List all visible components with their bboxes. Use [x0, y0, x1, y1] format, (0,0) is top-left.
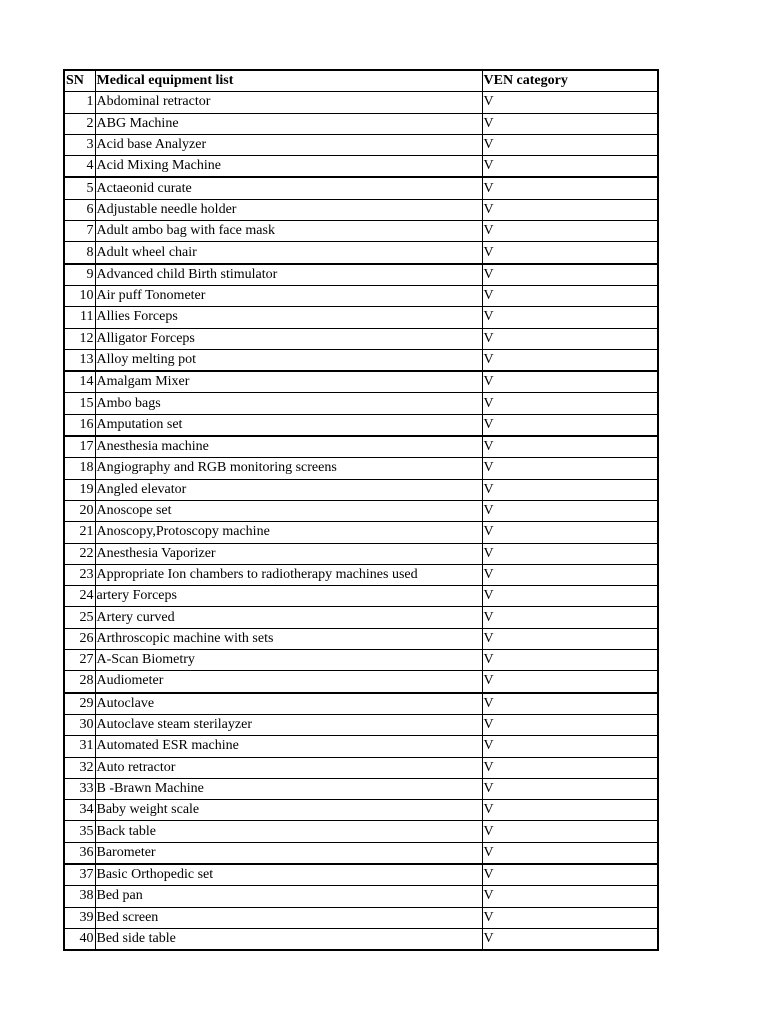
row-sn: 5	[64, 177, 95, 199]
row-equipment-name: Actaeonid curate	[95, 177, 482, 199]
row-sn: 40	[64, 928, 95, 950]
table-header-row	[64, 70, 658, 92]
row-equipment-name: Back table	[95, 821, 482, 842]
table-row	[64, 436, 658, 458]
row-ven-category: V	[482, 199, 658, 220]
row-sn: 12	[64, 328, 95, 349]
table-row	[64, 414, 658, 436]
row-equipment-name: Baby weight scale	[95, 800, 482, 821]
row-equipment-name: Autoclave	[95, 693, 482, 715]
row-sn: 4	[64, 156, 95, 178]
table-row	[64, 458, 658, 479]
row-ven-category: V	[482, 778, 658, 799]
row-ven-category: V	[482, 156, 658, 178]
row-equipment-name: B -Brawn Machine	[95, 778, 482, 799]
table-row	[64, 92, 658, 113]
row-sn: 35	[64, 821, 95, 842]
row-equipment-name: Advanced child Birth stimulator	[95, 264, 482, 286]
row-equipment-name: Bed pan	[95, 886, 482, 907]
row-sn: 27	[64, 650, 95, 671]
row-equipment-name: Automated ESR machine	[95, 736, 482, 757]
row-equipment-name: Ambo bags	[95, 393, 482, 414]
row-sn: 22	[64, 543, 95, 564]
row-ven-category: V	[482, 264, 658, 286]
row-sn: 39	[64, 907, 95, 928]
table-row	[64, 522, 658, 543]
table-row	[64, 564, 658, 585]
row-equipment-name: Allies Forceps	[95, 307, 482, 328]
table-row	[64, 714, 658, 735]
table-row	[64, 177, 658, 199]
row-sn: 14	[64, 371, 95, 393]
row-sn: 8	[64, 242, 95, 264]
row-ven-category: V	[482, 564, 658, 585]
table-row	[64, 671, 658, 693]
row-equipment-name: ABG Machine	[95, 113, 482, 134]
row-ven-category: V	[482, 177, 658, 199]
row-equipment-name: Adjustable needle holder	[95, 199, 482, 220]
table-row	[64, 328, 658, 349]
row-ven-category: V	[482, 522, 658, 543]
row-sn: 28	[64, 671, 95, 693]
table-row	[64, 736, 658, 757]
row-sn: 34	[64, 800, 95, 821]
table-body	[64, 92, 658, 950]
row-equipment-name: Angled elevator	[95, 479, 482, 500]
table-row	[64, 307, 658, 328]
row-sn: 6	[64, 199, 95, 220]
row-ven-category: V	[482, 479, 658, 500]
table-row	[64, 134, 658, 155]
row-equipment-name: Anesthesia machine	[95, 436, 482, 458]
row-ven-category: V	[482, 800, 658, 821]
row-sn: 17	[64, 436, 95, 458]
row-ven-category: V	[482, 349, 658, 371]
row-ven-category: V	[482, 928, 658, 950]
row-ven-category: V	[482, 842, 658, 864]
row-ven-category: V	[482, 221, 658, 242]
row-sn: 25	[64, 607, 95, 628]
row-sn: 20	[64, 500, 95, 521]
row-equipment-name: Adult ambo bag with face mask	[95, 221, 482, 242]
table-row	[64, 285, 658, 306]
row-sn: 15	[64, 393, 95, 414]
table-row	[64, 928, 658, 950]
row-ven-category: V	[482, 650, 658, 671]
row-ven-category: V	[482, 134, 658, 155]
row-equipment-name: Audiometer	[95, 671, 482, 693]
row-equipment-name: Adult wheel chair	[95, 242, 482, 264]
row-sn: 11	[64, 307, 95, 328]
table-row	[64, 393, 658, 414]
row-ven-category: V	[482, 714, 658, 735]
row-ven-category: V	[482, 907, 658, 928]
row-sn: 29	[64, 693, 95, 715]
row-ven-category: V	[482, 628, 658, 649]
header-equipment: Medical equipment list	[95, 70, 482, 92]
row-equipment-name: Bed side table	[95, 928, 482, 950]
row-equipment-name: Acid Mixing Machine	[95, 156, 482, 178]
table-row	[64, 242, 658, 264]
row-ven-category: V	[482, 414, 658, 436]
table-row	[64, 842, 658, 864]
row-equipment-name: Anesthesia Vaporizer	[95, 543, 482, 564]
row-equipment-name: Artery curved	[95, 607, 482, 628]
table-row	[64, 479, 658, 500]
row-ven-category: V	[482, 543, 658, 564]
row-equipment-name: Barometer	[95, 842, 482, 864]
row-ven-category: V	[482, 864, 658, 886]
table-row	[64, 500, 658, 521]
row-equipment-name: Appropriate Ion chambers to radiotherapy machines used	[95, 564, 482, 585]
table-row	[64, 886, 658, 907]
row-sn: 19	[64, 479, 95, 500]
row-equipment-name: Bed screen	[95, 907, 482, 928]
row-sn: 2	[64, 113, 95, 134]
table-row	[64, 650, 658, 671]
row-equipment-name: Acid base Analyzer	[95, 134, 482, 155]
row-ven-category: V	[482, 92, 658, 113]
table-row	[64, 199, 658, 220]
row-sn: 38	[64, 886, 95, 907]
row-ven-category: V	[482, 821, 658, 842]
row-sn: 33	[64, 778, 95, 799]
row-sn: 32	[64, 757, 95, 778]
table-row	[64, 864, 658, 886]
row-ven-category: V	[482, 671, 658, 693]
table-row	[64, 907, 658, 928]
table-row	[64, 800, 658, 821]
row-ven-category: V	[482, 307, 658, 328]
header-ven-category: VEN category	[482, 70, 658, 92]
row-sn: 31	[64, 736, 95, 757]
row-ven-category: V	[482, 586, 658, 607]
table-row	[64, 693, 658, 715]
table-row	[64, 586, 658, 607]
row-ven-category: V	[482, 328, 658, 349]
row-sn: 16	[64, 414, 95, 436]
table-row	[64, 778, 658, 799]
equipment-table	[63, 69, 659, 951]
row-sn: 18	[64, 458, 95, 479]
row-ven-category: V	[482, 393, 658, 414]
row-equipment-name: Alloy melting pot	[95, 349, 482, 371]
row-sn: 26	[64, 628, 95, 649]
row-sn: 30	[64, 714, 95, 735]
row-equipment-name: Abdominal retractor	[95, 92, 482, 113]
row-sn: 21	[64, 522, 95, 543]
row-sn: 23	[64, 564, 95, 585]
table-row	[64, 607, 658, 628]
row-ven-category: V	[482, 693, 658, 715]
table-row	[64, 628, 658, 649]
row-equipment-name: Air puff Tonometer	[95, 285, 482, 306]
header-sn: SN	[64, 70, 95, 92]
row-equipment-name: Angiography and RGB monitoring screens	[95, 458, 482, 479]
row-equipment-name: Autoclave steam sterilayzer	[95, 714, 482, 735]
row-ven-category: V	[482, 436, 658, 458]
row-sn: 36	[64, 842, 95, 864]
table-row	[64, 349, 658, 371]
row-equipment-name: Amalgam Mixer	[95, 371, 482, 393]
row-equipment-name: Arthroscopic machine with sets	[95, 628, 482, 649]
row-ven-category: V	[482, 500, 658, 521]
row-ven-category: V	[482, 886, 658, 907]
row-sn: 10	[64, 285, 95, 306]
table-row	[64, 156, 658, 178]
row-sn: 24	[64, 586, 95, 607]
row-equipment-name: A-Scan Biometry	[95, 650, 482, 671]
row-ven-category: V	[482, 757, 658, 778]
row-sn: 3	[64, 134, 95, 155]
row-equipment-name: Alligator Forceps	[95, 328, 482, 349]
row-ven-category: V	[482, 242, 658, 264]
row-ven-category: V	[482, 607, 658, 628]
row-ven-category: V	[482, 458, 658, 479]
row-sn: 1	[64, 92, 95, 113]
table-row	[64, 371, 658, 393]
row-equipment-name: Anoscopy,Protoscopy machine	[95, 522, 482, 543]
table-row	[64, 543, 658, 564]
row-ven-category: V	[482, 113, 658, 134]
table-row	[64, 113, 658, 134]
row-equipment-name: Auto retractor	[95, 757, 482, 778]
table-row	[64, 757, 658, 778]
row-sn: 13	[64, 349, 95, 371]
row-equipment-name: Basic Orthopedic set	[95, 864, 482, 886]
row-ven-category: V	[482, 371, 658, 393]
row-ven-category: V	[482, 285, 658, 306]
table-row	[64, 264, 658, 286]
row-ven-category: V	[482, 736, 658, 757]
row-equipment-name: artery Forceps	[95, 586, 482, 607]
table-row	[64, 821, 658, 842]
row-sn: 37	[64, 864, 95, 886]
table-row	[64, 221, 658, 242]
row-equipment-name: Amputation set	[95, 414, 482, 436]
row-sn: 9	[64, 264, 95, 286]
row-sn: 7	[64, 221, 95, 242]
row-equipment-name: Anoscope set	[95, 500, 482, 521]
